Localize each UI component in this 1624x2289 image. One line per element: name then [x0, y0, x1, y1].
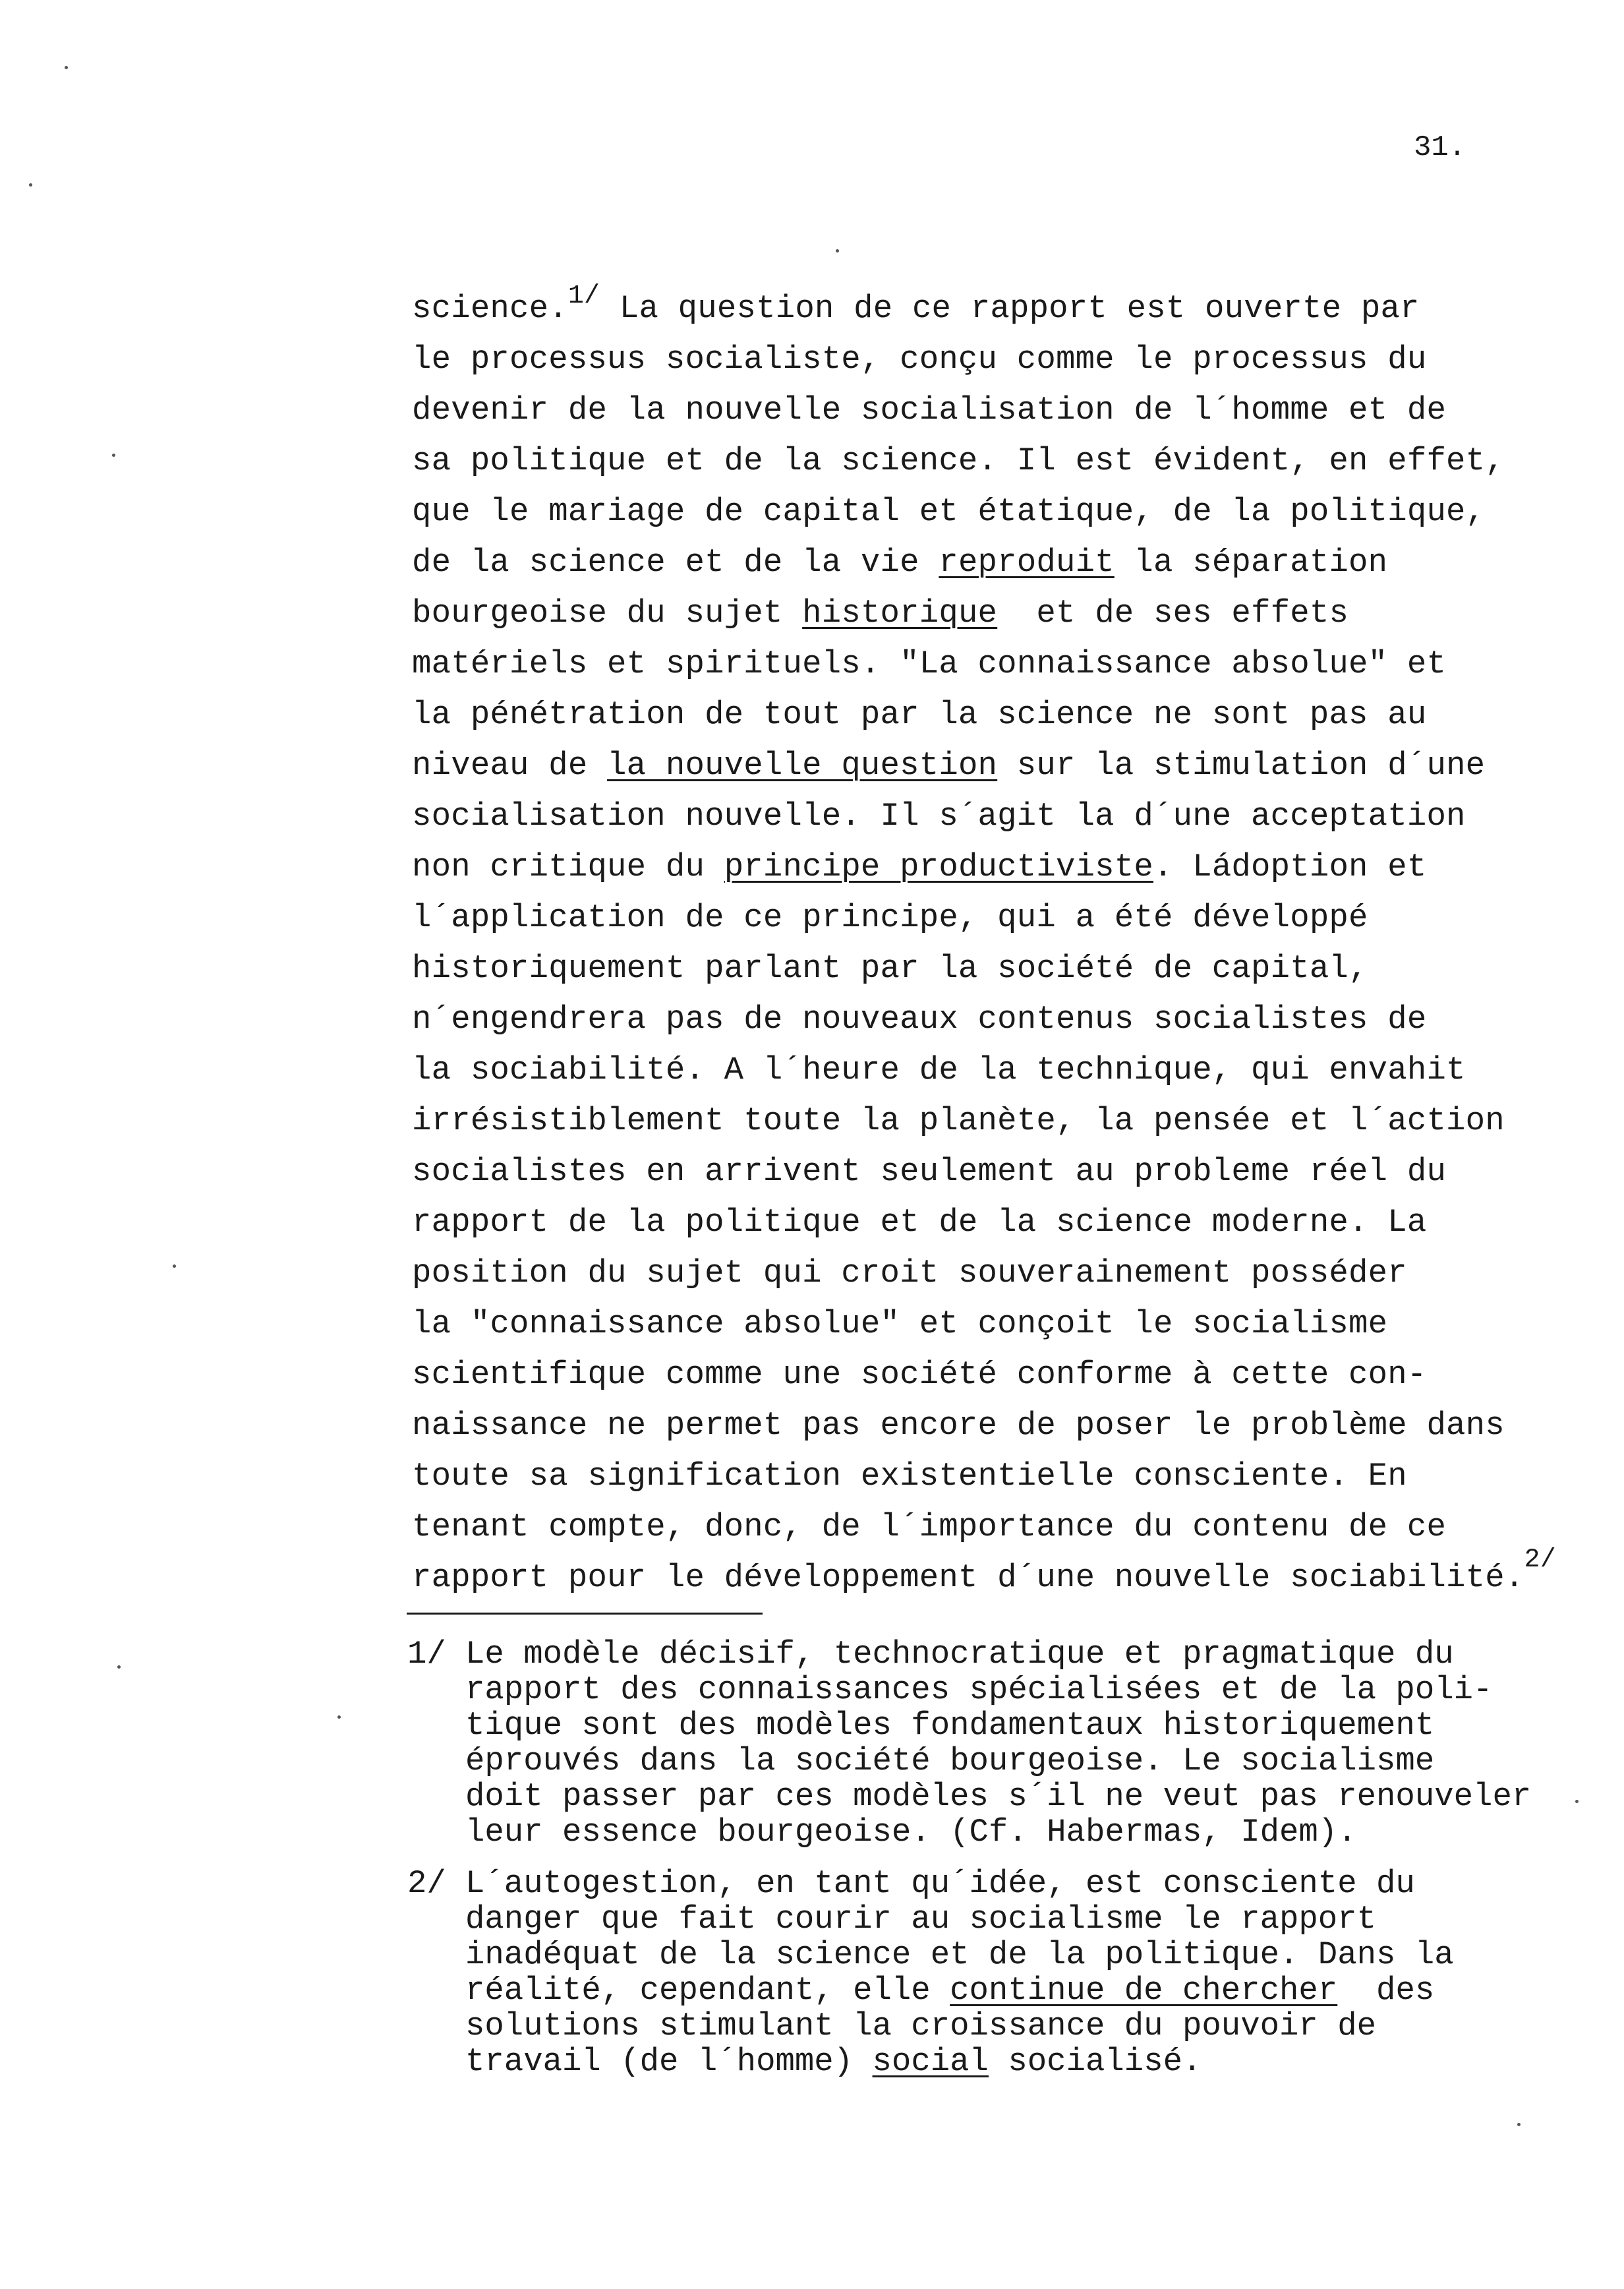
body-line: que le mariage de capital et étatique, de la politique,	[412, 493, 1486, 530]
footnote-line	[465, 2044, 1607, 2079]
body-line: naissance ne permet pas encore de poser le problème dans	[412, 1407, 1505, 1444]
scan-speck	[1575, 1800, 1579, 1803]
scan-speck	[836, 249, 839, 253]
text-span: . Ládoption et	[1153, 848, 1427, 885]
text-span: rapport pour le développement d´une nouvelle sociabilité.	[412, 1559, 1524, 1596]
footnote-line: rapport des connaissances spécialisées et de la poli-	[465, 1671, 1493, 1708]
footnote-separator	[407, 1613, 763, 1615]
footnote-line: solutions stimulant la croissance du pouvoir de	[465, 2007, 1377, 2044]
body-line: n´engendrera pas de nouveaux contenus socialistes de	[412, 1001, 1427, 1038]
footnote-text	[465, 1636, 1607, 1850]
underlined-text: reproduit	[939, 544, 1115, 581]
text-span: La question de ce rapport est ouverte par	[600, 290, 1420, 327]
body-text	[412, 283, 1618, 1603]
footnote-line: tique sont des modèles fondamentaux historiquement	[465, 1707, 1435, 1744]
body-line	[412, 283, 1618, 334]
body-line: sa politique et de la science. Il est évident, en effet,	[412, 442, 1505, 479]
body-line: irrésistiblement toute la planète, la pensée et l´action	[412, 1102, 1505, 1139]
footnote-line: L´autogestion, en tant qu´idée, est consciente du	[465, 1865, 1415, 1902]
footnote-ref-1: 1/	[567, 282, 600, 311]
body-line: toute sa signification existentielle consciente. En	[412, 1458, 1407, 1495]
scan-speck	[173, 1264, 176, 1268]
body-line: position du sujet qui croit souverainement posséder	[412, 1255, 1407, 1292]
footnote-line: Le modèle décisif, technocratique et pragmatique du	[465, 1636, 1454, 1673]
underlined-text: principe productiviste	[724, 848, 1153, 885]
underlined-text: social	[872, 2043, 989, 2080]
footnote-1	[407, 1636, 1607, 1850]
text-span: non critique du	[412, 848, 724, 885]
body-line: scientifique comme une société conforme à cette con-	[412, 1356, 1427, 1393]
text-span: bourgeoise du sujet	[412, 595, 803, 632]
footnote-line: inadéquat de la science et de la politique. Dans la	[465, 1936, 1454, 1973]
footnote-text	[465, 1866, 1607, 2079]
body-line: la pénétration de tout par la science ne sont pas au	[412, 696, 1427, 733]
footnote-line: doit passer par ces modèles s´il ne veut pas renouveler	[465, 1778, 1532, 1815]
body-line: rapport de la politique et de la science moderne. La	[412, 1204, 1427, 1241]
scan-speck	[65, 66, 68, 69]
body-line: socialisation nouvelle. Il s´agit la d´une acceptation	[412, 798, 1466, 835]
text-span: travail (de l´homme)	[465, 2043, 873, 2080]
body-line	[412, 588, 1618, 639]
scan-speck	[112, 454, 115, 457]
text-span: niveau de	[412, 747, 608, 784]
body-line: le processus socialiste, conçu comme le processus du	[412, 341, 1427, 378]
footnote-line: danger que fait courir au socialisme le rapport	[465, 1901, 1377, 1938]
scan-speck	[29, 183, 32, 187]
underlined-text: continue de chercher	[950, 1972, 1338, 2009]
text-span: la séparation	[1114, 544, 1388, 581]
body-line: tenant compte, donc, de l´importance du contenu de ce	[412, 1508, 1447, 1545]
underlined-text: historique	[802, 595, 998, 632]
scan-speck	[337, 1715, 341, 1719]
footnote-line: éprouvés dans la société bourgeoise. Le socialisme	[465, 1742, 1435, 1779]
body-line	[412, 842, 1618, 893]
footnote-marker: 2/	[407, 1865, 446, 1902]
body-line: historiquement parlant par la société de capital,	[412, 950, 1368, 987]
text-span: sur la stimulation d´une	[997, 747, 1486, 784]
scan-speck	[1517, 2123, 1521, 2126]
body-line: l´application de ce principe, qui a été développé	[412, 899, 1368, 936]
text-span: et de ses effets	[997, 595, 1349, 632]
scan-speck	[117, 1665, 121, 1669]
page-number: 31.	[1414, 131, 1466, 164]
body-line: la sociabilité. A l´heure de la technique, qui envahit	[412, 1052, 1466, 1088]
underlined-text: la nouvelle question	[607, 747, 998, 784]
footnote-2	[407, 1866, 1607, 2079]
footnote-line	[465, 1973, 1607, 2008]
body-line: la "connaissance absolue" et conçoit le socialisme	[412, 1305, 1388, 1342]
body-line: devenir de la nouvelle socialisation de l´homme et de	[412, 392, 1447, 429]
body-line: matériels et spirituels. "La connaissance absolue" et	[412, 645, 1447, 682]
text-span: socialisé.	[988, 2043, 1202, 2080]
footnote-ref-2: 2/	[1524, 1545, 1556, 1575]
body-line	[412, 537, 1618, 588]
body-line: socialistes en arrivent seulement au probleme réel du	[412, 1153, 1447, 1190]
text-span: réalité, cependant, elle	[465, 1972, 950, 2009]
footnote-marker: 1/	[407, 1636, 446, 1673]
body-line	[412, 740, 1618, 791]
text-span: de la science et de la vie	[412, 544, 939, 581]
body-line	[412, 1545, 1618, 1603]
footnote-line: leur essence bourgeoise. (Cf. Habermas, Idem).	[465, 1814, 1357, 1851]
text-span: science.	[412, 290, 568, 327]
footnotes	[407, 1636, 1607, 2095]
text-span: des	[1337, 1972, 1435, 2009]
